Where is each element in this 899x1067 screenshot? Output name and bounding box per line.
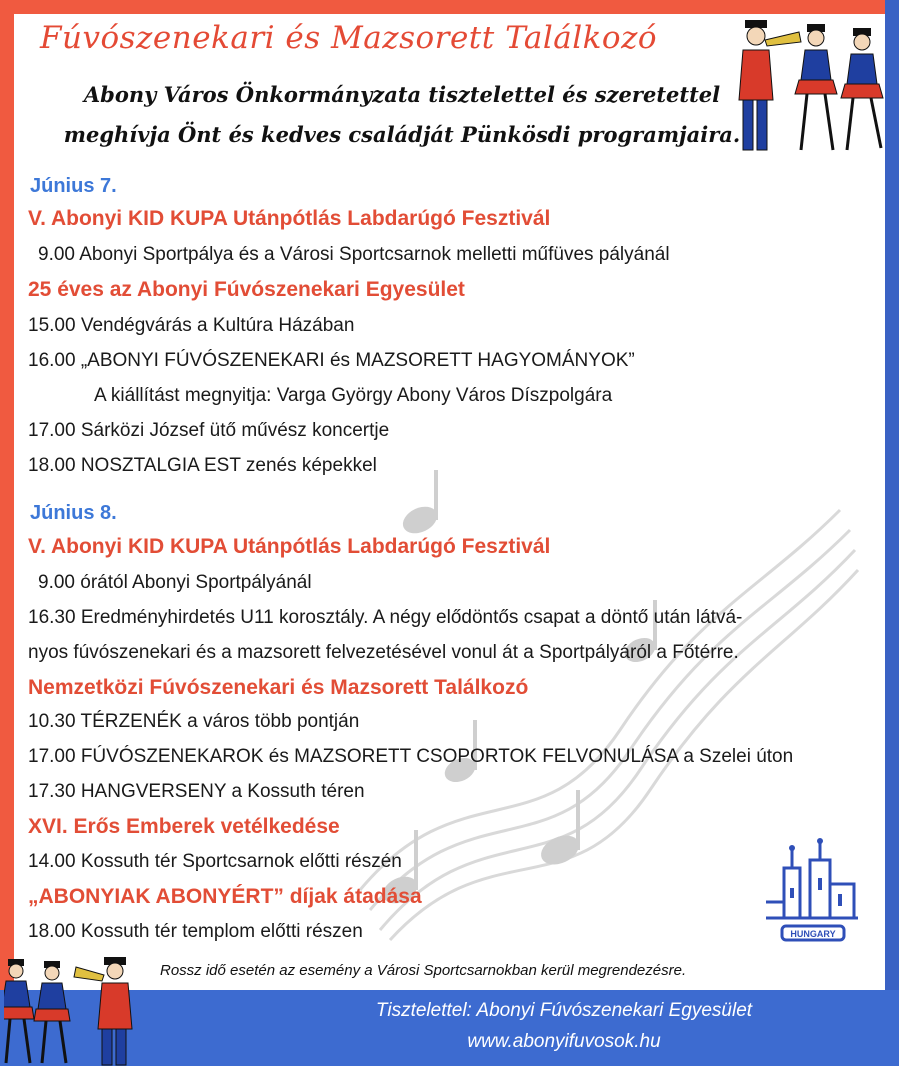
day2-event2-title: Nemzetközi Fúvószenekari és Mazsorett Találkozó: [28, 676, 529, 699]
church-logo-icon: [762, 838, 862, 946]
invitation-text: [42, 75, 762, 155]
band-figures-icon: [4, 955, 134, 1067]
day2-event3-item1: 14.00 Kossuth tér Sportcsarnok előtti részén: [28, 851, 402, 872]
weather-note: Rossz idő esetén az esemény a Városi Sportcsarnokban kerül megrendezésre.: [160, 962, 687, 979]
footer-website-link[interactable]: www.abonyifuvosok.hu: [467, 1031, 661, 1052]
invitation-line-1: Abony Város Önkormányzata tisztelettel és szeretettel: [83, 82, 721, 107]
day1-event2-item2: 16.00 „ABONYI FÚVÓSZENEKARI és MAZSORETT HAGYOMÁNYOK”: [28, 350, 635, 371]
frame-left-border: [0, 0, 14, 1066]
day1-event1-title: V. Abonyi KID KUPA Utánpótlás Labdarúgó Fesztivál: [28, 207, 551, 230]
day1-date: Június 7.: [30, 175, 117, 197]
day2-event1-title: V. Abonyi KID KUPA Utánpótlás Labdarúgó Fesztivál: [28, 535, 551, 558]
day2-event4-item1: 18.00 Kossuth tér templom előtti részen: [28, 921, 363, 942]
day1-event2-item1: 15.00 Vendégvárás a Kultúra Házában: [28, 315, 355, 336]
page-title: Fúvószenekari és Mazsorett Találkozó: [40, 20, 658, 56]
day1-event2-item3: 17.00 Sárközi József ütő művész koncertje: [28, 420, 390, 441]
day1-event2-item4: 18.00 NOSZTALGIA EST zenés képekkel: [28, 455, 377, 476]
day2-event1-item2-line2: nyos fúvószenekari és a mazsorett felvezetésével vonul át a Sportpályáról a Főtérre.: [28, 642, 739, 663]
day2-event2-item1: 10.30 TÉRZENÉK a város több pontján: [28, 711, 360, 732]
church-logo-text: HUNGARY: [790, 929, 836, 939]
day1-event1-item1: 9.00 Abonyi Sportpálya és a Városi Sportcsarnok melletti műfüves pályánál: [38, 244, 670, 265]
day1-event2-title: 25 éves az Abonyi Fúvószenekari Egyesület: [28, 278, 465, 301]
day2-event3-title: XVI. Erős Emberek vetélkedése: [28, 815, 340, 838]
day2-date: Június 8.: [30, 502, 117, 524]
day2-event1-item1: 9.00 órától Abonyi Sportpályánál: [38, 572, 312, 593]
day2-event2-item3: 17.30 HANGVERSENY a Kossuth téren: [28, 781, 365, 802]
day2-event4-title: „ABONYIAK ABONYÉRT” díjak átadása: [28, 885, 422, 908]
invitation-line-2: meghívja Önt és kedves családját Pünkösdi programjaira.: [63, 122, 741, 147]
day2-event2-item2: 17.00 FÚVÓSZENEKAROK és MAZSORETT CSOPORTOK FELVONULÁSA a Szelei úton: [28, 746, 794, 767]
footer-signature: Tisztelettel: Abonyi Fúvószenekari Egyesület: [375, 1000, 753, 1021]
day1-event2-item2-sub: A kiállítást megnyitja: Varga György Abony Város Díszpolgára: [94, 385, 613, 406]
day2-event1-item2-line1: 16.30 Eredményhirdetés U11 korosztály. A négy elődöntős csapat a döntő után látvá-: [28, 607, 743, 628]
frame-top-border: [0, 0, 899, 14]
